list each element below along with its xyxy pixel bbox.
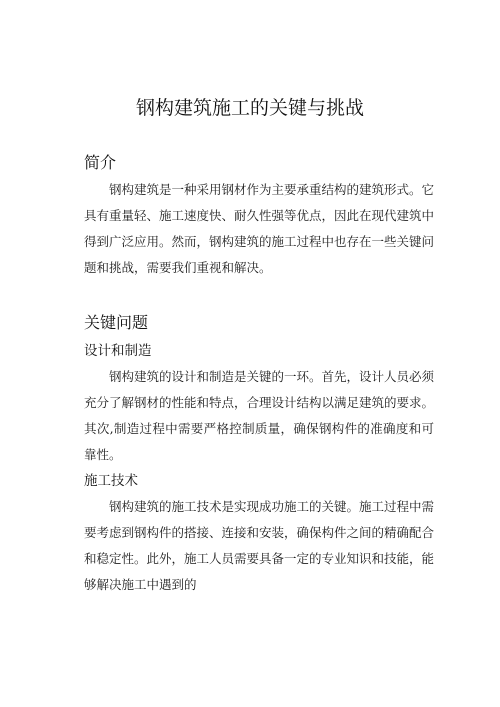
section-heading-key-issues: 关键问题	[84, 313, 149, 332]
subsection-heading-construction-tech: 施工技术	[84, 473, 138, 489]
subsection-heading-design: 设计和制造	[84, 343, 152, 359]
document-title: 钢构建筑施工的关键与挑战	[135, 97, 364, 119]
construction-tech-paragraph: 钢构建筑的施工技术是实现成功施工的关键。施工过程中需要考虑到钢构件的搭接、连接和安装，确保构件之间的精确配合和稳定性。此外，施工人员需要具备一定的专业知识和技能，能够解决施工中遇到的	[84, 499, 435, 592]
intro-paragraph: 钢构建筑是一种采用钢材作为主要承重结构的建筑形式。它具有重量轻、施工速度快、耐久性强等优点，因此在现代建筑中得到广泛应用。然而，钢构建筑的施工过程中也存在一些关键问题和挑战，需要我们重视和解决。	[84, 182, 435, 275]
design-paragraph: 钢构建筑的设计和制造是关键的一环。首先，设计人员必须充分了解钢材的性能和特点，合理设计结构以满足建筑的要求。其次,制造过程中需要严格控制质量，确保钢构件的准确度和可靠性。	[84, 369, 435, 462]
section-heading-intro: 简介	[84, 153, 117, 172]
